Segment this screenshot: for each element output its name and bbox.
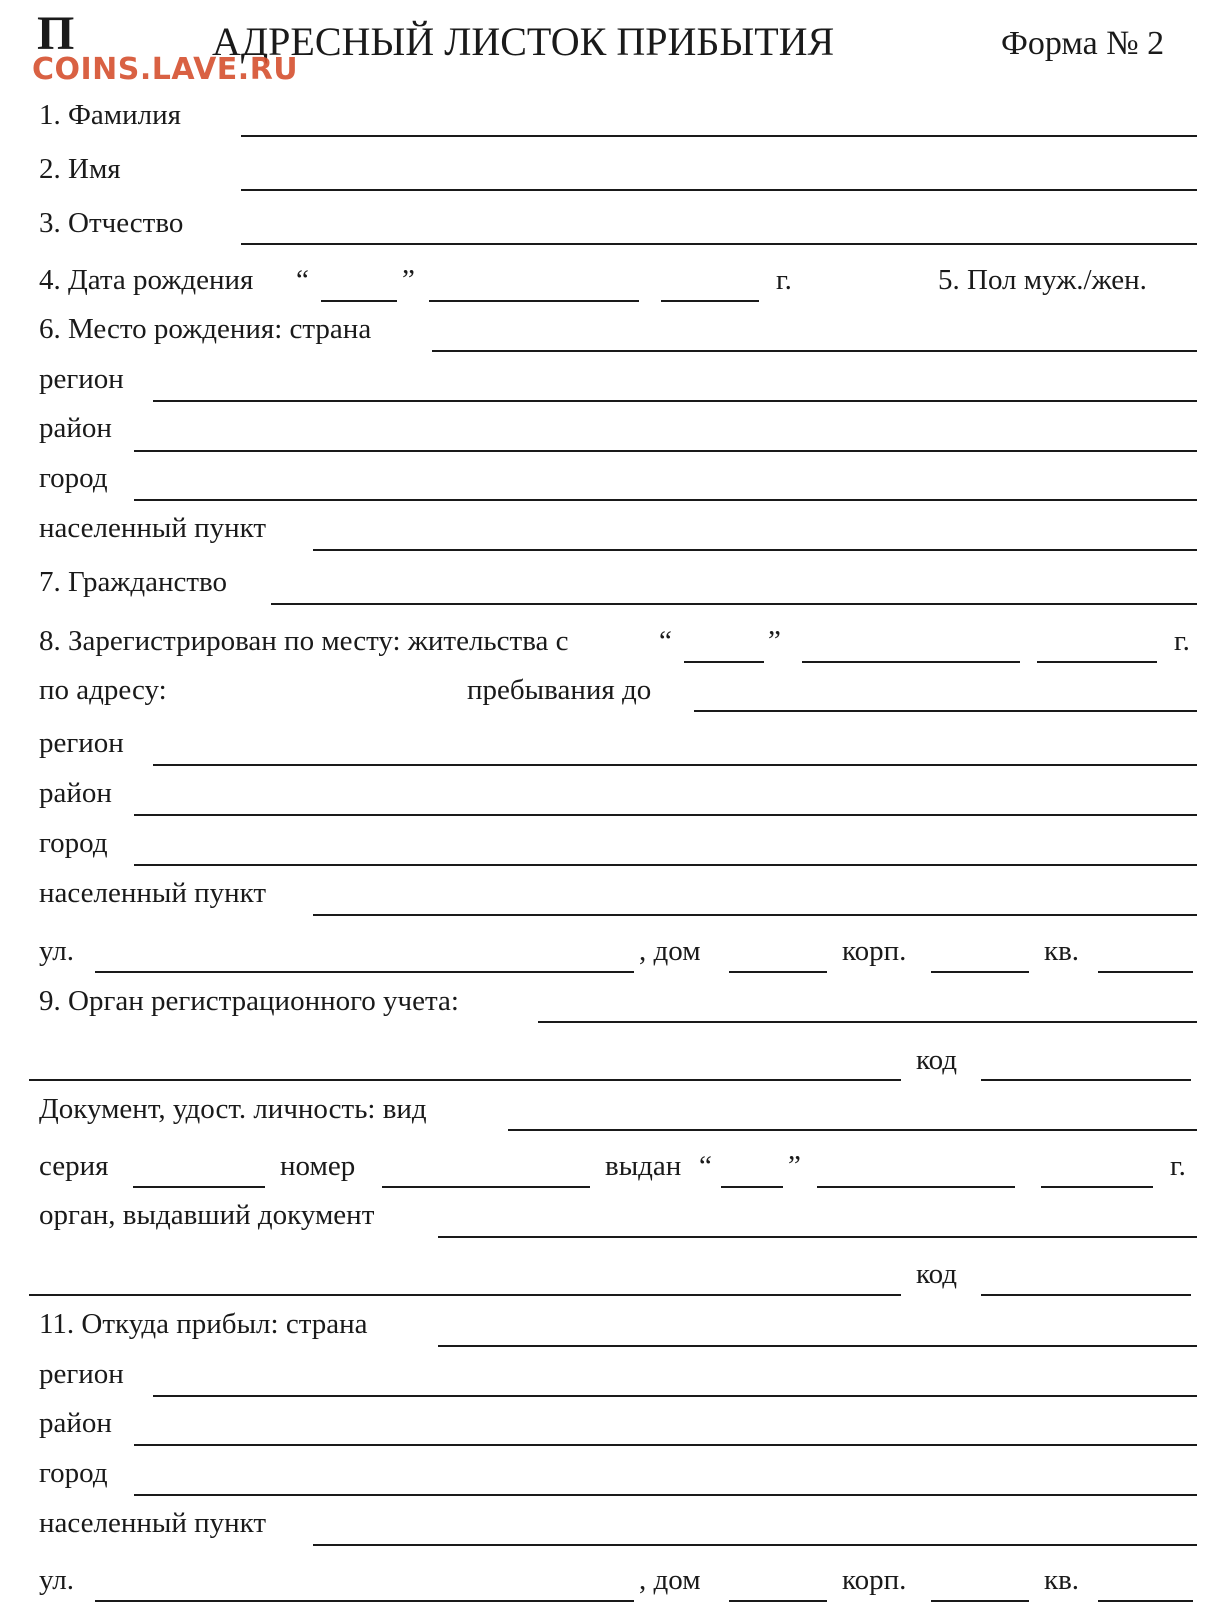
reg-building-label: корп. <box>842 935 907 967</box>
reg-authority-code-line[interactable] <box>981 1079 1191 1081</box>
arrived-apartment-label: кв. <box>1044 1564 1080 1596</box>
reg-locality-line[interactable] <box>313 914 1197 916</box>
registered-label: 8. Зарегистрирован по месту: жительства с <box>39 625 569 657</box>
id-number-line[interactable] <box>382 1186 590 1188</box>
reg-district-label: район <box>39 777 112 809</box>
arrived-apartment-line[interactable] <box>1098 1600 1193 1602</box>
reg-street-label: ул. <box>39 935 74 967</box>
arrived-building-label: корп. <box>842 1564 907 1596</box>
stay-until-line[interactable] <box>694 710 1197 712</box>
id-issued-label: выдан <box>605 1150 682 1182</box>
arrived-house-line[interactable] <box>729 1600 827 1602</box>
form-title: АДРЕСНЫЙ ЛИСТОК ПРИБЫТИЯ <box>212 19 835 64</box>
birthplace-district-label: район <box>39 412 112 444</box>
arrived-region-line[interactable] <box>153 1395 1197 1397</box>
birthplace-locality-label: населенный пункт <box>39 512 267 544</box>
id-number-label: номер <box>280 1150 356 1182</box>
citizenship-label: 7. Гражданство <box>39 566 228 598</box>
id-issuer-code-label: код <box>916 1258 958 1290</box>
id-issuer-line[interactable] <box>438 1236 1197 1238</box>
id-series-label: серия <box>39 1150 109 1182</box>
reg-city-line[interactable] <box>134 864 1197 866</box>
id-issued-close-quote: ” <box>788 1150 801 1182</box>
arrived-locality-line[interactable] <box>313 1544 1197 1546</box>
form-number: Форма № 2 <box>1001 25 1165 62</box>
name-line[interactable] <box>241 189 1197 191</box>
stay-until-label: пребывания до <box>467 674 652 706</box>
id-issued-open-quote: “ <box>699 1150 712 1182</box>
birthplace-locality-line[interactable] <box>313 549 1197 551</box>
dob-label: 4. Дата рождения <box>39 264 254 296</box>
reg-year-line[interactable] <box>1037 661 1157 663</box>
arrived-district-label: район <box>39 1407 112 1439</box>
dob-year-suffix: г. <box>776 264 792 296</box>
arrived-country-line[interactable] <box>438 1345 1197 1347</box>
id-issued-day-line[interactable] <box>721 1186 783 1188</box>
arrived-street-line[interactable] <box>95 1600 634 1602</box>
citizenship-line[interactable] <box>271 603 1197 605</box>
id-issuer-code-line[interactable] <box>981 1294 1191 1296</box>
dob-day-line[interactable] <box>321 300 397 302</box>
arrived-building-line[interactable] <box>931 1600 1029 1602</box>
arrived-street-label: ул. <box>39 1564 74 1596</box>
birthplace-city-label: город <box>39 462 108 494</box>
id-issued-month-line[interactable] <box>817 1186 1015 1188</box>
id-issuer-label: орган, выдавший документ <box>39 1199 375 1231</box>
surname-line[interactable] <box>241 135 1197 137</box>
reg-authority-code-label: код <box>916 1044 958 1076</box>
surname-label: 1. Фамилия <box>39 99 181 131</box>
birthplace-district-line[interactable] <box>134 450 1197 452</box>
id-issued-year-suffix: г. <box>1170 1150 1186 1182</box>
reg-locality-label: населенный пункт <box>39 877 267 909</box>
name-label: 2. Имя <box>39 153 121 185</box>
arrived-country-label: 11. Откуда прибыл: страна <box>39 1308 368 1340</box>
arrived-city-label: город <box>39 1457 108 1489</box>
reg-region-label: регион <box>39 727 124 759</box>
id-doc-label: Документ, удост. личность: вид <box>39 1093 427 1125</box>
reg-building-line[interactable] <box>931 971 1029 973</box>
birthplace-country-label: 6. Место рождения: страна <box>39 313 372 345</box>
patronymic-line[interactable] <box>241 243 1197 245</box>
reg-apartment-line[interactable] <box>1098 971 1193 973</box>
patronymic-label: 3. Отчество <box>39 207 184 239</box>
id-issuer-line-2[interactable] <box>29 1294 901 1296</box>
sex-label: 5. Пол муж./жен. <box>938 264 1147 296</box>
by-address-label: по адресу: <box>39 674 167 706</box>
reg-region-line[interactable] <box>153 764 1197 766</box>
id-doc-type-line[interactable] <box>508 1129 1197 1131</box>
dob-month-line[interactable] <box>429 300 639 302</box>
dob-close-quote: ” <box>402 264 415 296</box>
dob-open-quote: “ <box>296 264 309 296</box>
reg-city-label: город <box>39 827 108 859</box>
form-letter: П <box>37 7 75 60</box>
birthplace-region-label: регион <box>39 363 124 395</box>
birthplace-country-line[interactable] <box>432 350 1197 352</box>
arrived-locality-label: населенный пункт <box>39 1507 267 1539</box>
reg-authority-line[interactable] <box>538 1021 1197 1023</box>
arrived-district-line[interactable] <box>134 1444 1197 1446</box>
reg-day-line[interactable] <box>684 661 764 663</box>
reg-open-quote: “ <box>659 625 672 657</box>
birthplace-city-line[interactable] <box>134 499 1197 501</box>
reg-authority-line-2[interactable] <box>29 1079 901 1081</box>
reg-street-line[interactable] <box>95 971 634 973</box>
arrived-house-label: , дом <box>639 1564 701 1596</box>
reg-house-line[interactable] <box>729 971 827 973</box>
reg-close-quote: ” <box>768 625 781 657</box>
dob-year-line[interactable] <box>661 300 759 302</box>
arrived-region-label: регион <box>39 1358 124 1390</box>
reg-house-label: , дом <box>639 935 701 967</box>
id-issued-year-line[interactable] <box>1041 1186 1153 1188</box>
birthplace-region-line[interactable] <box>153 400 1197 402</box>
reg-district-line[interactable] <box>134 814 1197 816</box>
reg-authority-label: 9. Орган регистрационного учета: <box>39 985 459 1017</box>
reg-month-line[interactable] <box>802 661 1020 663</box>
id-series-line[interactable] <box>133 1186 265 1188</box>
reg-year-suffix: г. <box>1174 625 1190 657</box>
reg-apartment-label: кв. <box>1044 935 1080 967</box>
watermark: COINS.LAVE.RU <box>32 52 299 87</box>
arrived-city-line[interactable] <box>134 1494 1197 1496</box>
